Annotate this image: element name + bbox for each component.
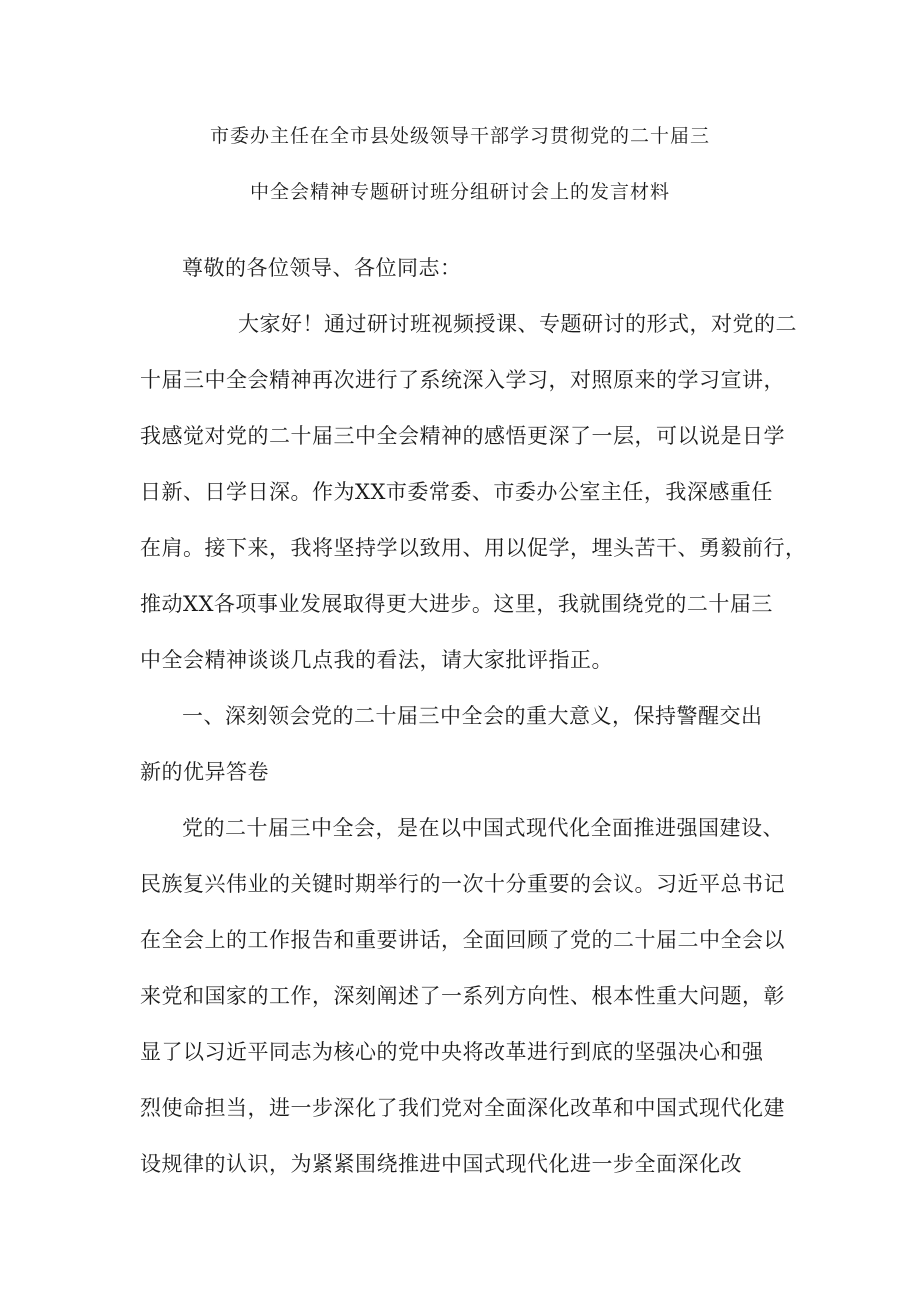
salutation: 尊敬的各位领导、各位同志： (182, 256, 462, 280)
intro-line-5: 在肩。接下来，我将坚持学以致用、用以促学，埋头苦干、勇毅前行， (140, 536, 807, 560)
intro-line-1: 大家好！通过研讨班视频授课、专题研讨的形式，对党的二 (238, 312, 797, 336)
section1-body-line-1: 党的二十届三中全会，是在以中国式现代化全面推进强国建设、 (182, 816, 784, 840)
intro-line-6: 推动XX各项事业发展取得更大进步。这里，我就围绕党的二十届三 (140, 592, 773, 616)
document-title (140, 108, 780, 220)
section1-body-line-4: 来党和国家的工作，深刻阐述了一系列方向性、根本性重大问题，彰 (140, 984, 785, 1008)
section1-heading-line-2: 新的优异答卷 (140, 760, 269, 784)
title-line-1: 市委办主任在全市县处级领导干部学习贯彻党的二十届三 (209, 125, 710, 147)
title-line-2: 中全会精神专题研讨班分组研讨会上的发言材料 (249, 181, 670, 203)
intro-line-7: 中全会精神谈谈几点我的看法，请大家批评指正。 (140, 648, 613, 672)
document-body (140, 240, 807, 1192)
intro-line-2: 十届三中全会精神再次进行了系统深入学习，对照原来的学习宣讲， (140, 368, 785, 392)
intro-line-3: 我感觉对党的二十届三中全会精神的感悟更深了一层，可以说是日学 (140, 424, 785, 448)
section1-body-line-2: 民族复兴伟业的关键时期举行的一次十分重要的会议。习近平总书记 (140, 872, 785, 896)
section1-body-line-6: 烈使命担当，进一步深化了我们党对全面深化改革和中国式现代化建 (140, 1096, 785, 1120)
section1-body-line-3: 在全会上的工作报告和重要讲话，全面回顾了党的二十届二中全会以 (140, 928, 785, 952)
section1-body-line-5: 显了以习近平同志为核心的党中央将改革进行到底的坚强决心和强 (140, 1040, 764, 1064)
intro-line-4: 日新、日学日深。作为XX市委常委、市委办公室主任，我深感重任 (140, 480, 773, 504)
section1-body-line-7: 设规律的认识，为紧紧围绕推进中国式现代化进一步全面深化改 (140, 1152, 742, 1176)
section1-heading-line-1: 一、深刻领会党的二十届三中全会的重大意义，保持警醒交出 (182, 704, 763, 728)
